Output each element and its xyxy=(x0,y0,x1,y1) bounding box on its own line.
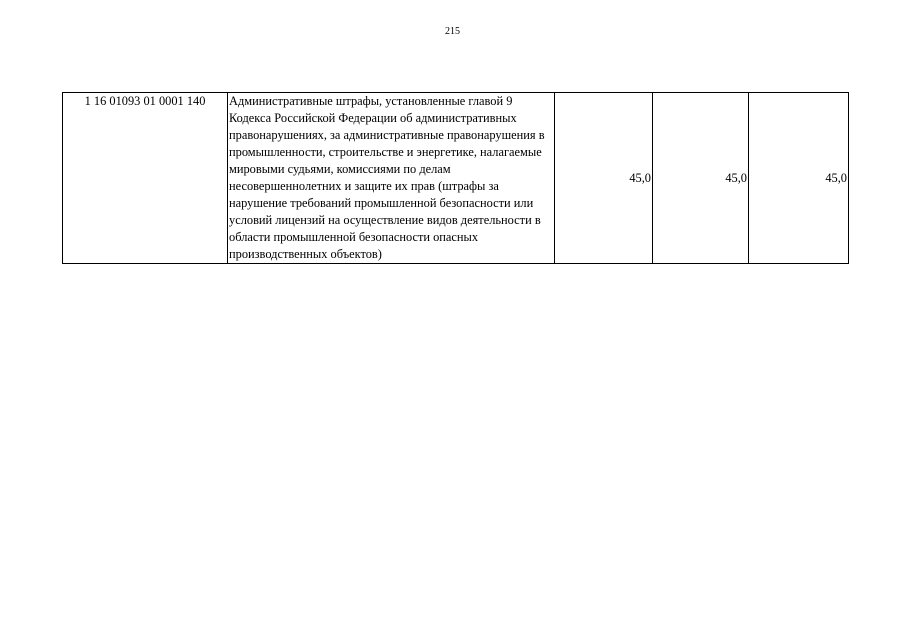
amount-year-1: 45,0 xyxy=(555,93,653,264)
income-description: Административные штрафы, установленные главой 9 Кодекса Российской Федерации об административных правонарушениях, за административные правонарушения в промышленности, строительстве и энергетике, налагаемые мировыми судьями, комиссиями по делам несовершеннолетних и защите их прав (штрафы за нарушение требований промышленной безопасности или условий лицензий на осуществление видов деятельности в области промышленной безопасности опасных производственных объектов) xyxy=(228,93,555,264)
page-number: 215 xyxy=(445,26,460,37)
table-row xyxy=(63,93,849,264)
amount-year-2: 45,0 xyxy=(653,93,749,264)
budget-classification-code: 1 16 01093 01 0001 140 xyxy=(63,93,228,264)
amount-year-3: 45,0 xyxy=(749,93,849,264)
budget-table xyxy=(62,92,849,264)
